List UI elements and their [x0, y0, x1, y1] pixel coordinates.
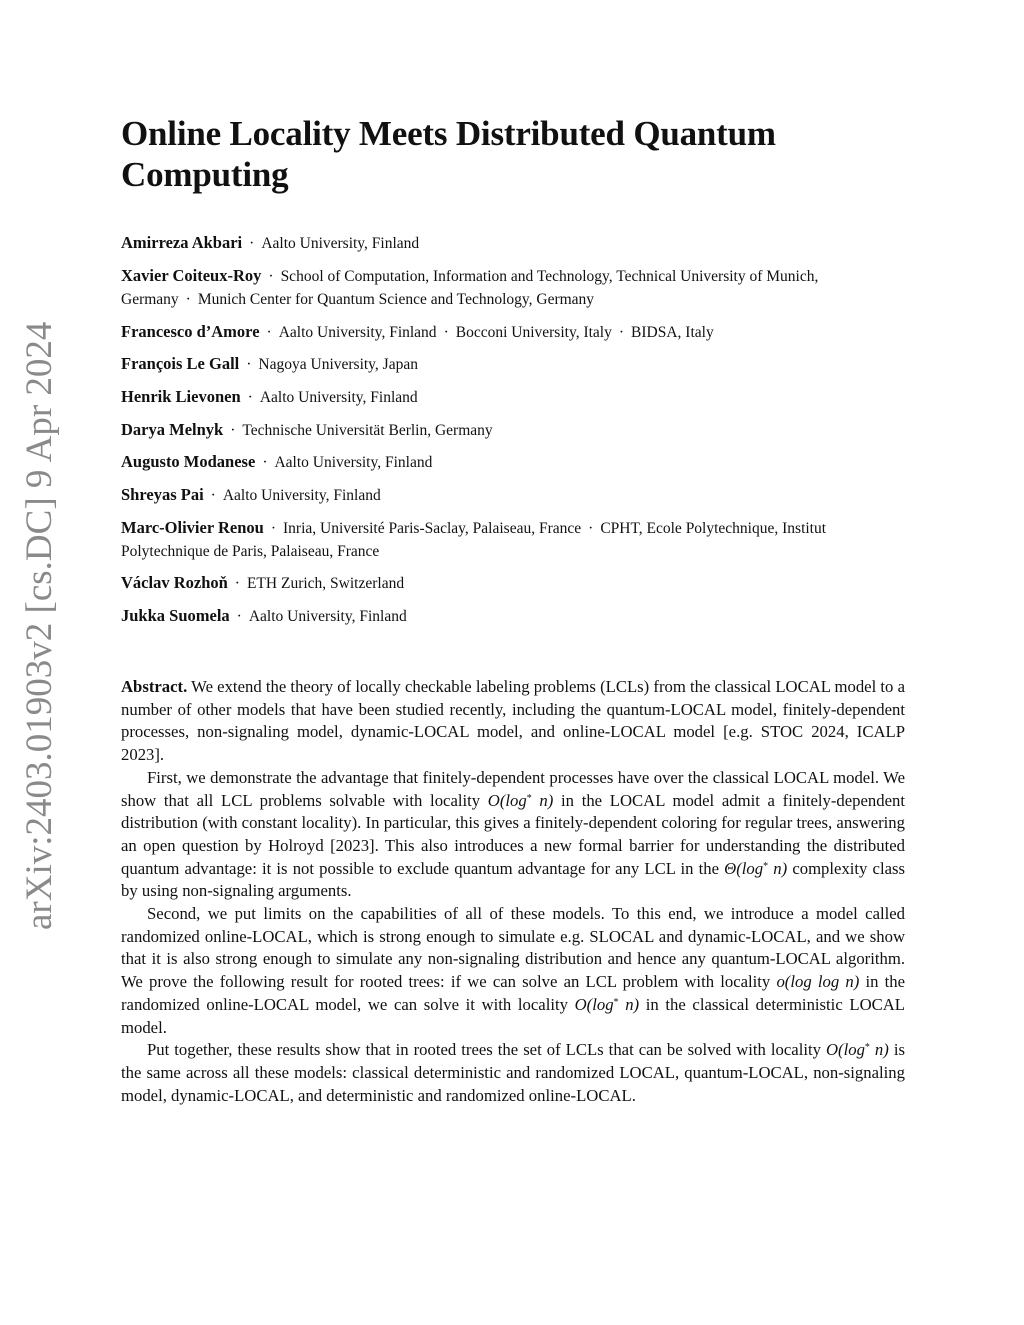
- abstract-text: Put together, these results show that in rooted trees the set of LCLs that can be solved with locality: [147, 1040, 826, 1060]
- math-superscript: *: [526, 792, 532, 804]
- abstract-text: in the LOCAL model admit a finitely-dependent distribution (with constant locality). In particular, this gives a finitely-dependent coloring for regular trees, answering an open question by Holroyd [2023]. This also introduces a new formal barrier for understanding the distributed quantum advantage: it is not possible to exclude quantum advantage for any LCL in the: [121, 790, 905, 878]
- author-affiliation: Aalto University, Finland: [259, 389, 418, 406]
- abstract-paragraph: [121, 767, 905, 903]
- author-name: Shreyas Pai: [121, 485, 204, 504]
- math-superscript: *: [613, 996, 619, 1008]
- abstract: [121, 676, 905, 1107]
- paper-title: Online Locality Meets Distributed Quantum Computing: [121, 114, 776, 194]
- abstract-paragraph: [121, 903, 905, 1039]
- abstract-text: First, we demonstrate the advantage that finitely-dependent processes have over the classical LOCAL model. We show that all LCL problems solvable with locality: [121, 767, 905, 810]
- author-affiliation: CPHT, Ecole Polytechnique, Institut Polytechnique de Paris, Palaiseau, France: [121, 520, 827, 560]
- abstract-label: Abstract.: [121, 677, 188, 696]
- abstract-text: in the randomized online-LOCAL model, we can solve it with locality: [121, 972, 905, 1014]
- author-affiliation: Aalto University, Finland: [222, 487, 381, 504]
- author-affiliation: Aalto University, Finland: [261, 235, 420, 252]
- author-entry: Henrik Lievonen · Aalto University, Finland: [121, 387, 418, 406]
- abstract-paragraph: [121, 676, 905, 767]
- author-affiliation: Technische Universität Berlin, Germany: [242, 422, 493, 439]
- author-name: Xavier Coiteux-Roy: [121, 266, 262, 285]
- author-affiliation: School of Computation, Information and Technology, Technical University of Munich, Germany: [121, 268, 819, 308]
- math-expression: n): [531, 790, 554, 810]
- math-expression: O(log: [825, 1040, 865, 1060]
- author-entry: Václav Rozhoň · ETH Zurich, Switzerland: [121, 573, 405, 592]
- author-affiliation: Inria, Université Paris-Saclay, Palaiseau, France: [283, 520, 582, 537]
- author-entry: Xavier Coiteux-Roy · School of Computation, Information and Technology, Technical University of Munich, Germany · Munich Center for Quantum Science and Technology, Germany: [121, 266, 819, 308]
- math-expression: n): [768, 858, 788, 878]
- math-superscript: *: [763, 860, 769, 872]
- math-expression: n): [869, 1040, 889, 1060]
- author-affiliation: Aalto University, Finland: [278, 324, 437, 341]
- math-expression: O(log: [487, 790, 527, 810]
- math-expression: n): [618, 994, 640, 1014]
- abstract-paragraph: [121, 1039, 905, 1107]
- math-superscript: *: [864, 1042, 870, 1054]
- author-entry: Darya Melnyk · Technische Universität Berlin, Germany: [121, 420, 493, 439]
- author-affiliation: Bocconi University, Italy: [455, 324, 612, 341]
- author-affiliation: BIDSA, Italy: [631, 324, 714, 341]
- author-name: Jukka Suomela: [121, 606, 230, 625]
- author-name: Amirreza Akbari: [121, 233, 243, 252]
- author-affiliation: Munich Center for Quantum Science and Technology, Germany: [197, 291, 595, 308]
- abstract-text: Second, we put limits on the capabilities of all of these models. To this end, we introduce a model called randomized online-LOCAL, which is strong enough to simulate e.g. SLOCAL and dynamic-LOCAL, and we show that it is also strong enough to simulate any non-signaling distribution and hence any quantum-LOCAL algorithm. We prove the following result for rooted trees: if we can solve an LCL problem with locality: [121, 904, 905, 992]
- author-entry: Amirreza Akbari · Aalto University, Finland: [121, 233, 420, 252]
- author-affiliation: ETH Zurich, Switzerland: [246, 575, 405, 592]
- abstract-text: is the same across all these models: classical deterministic and randomized LOCAL, quantum-LOCAL, non-signaling model, dynamic-LOCAL, and deterministic and randomized online-LOCAL.: [121, 1040, 905, 1105]
- author-name: Francesco d’Amore: [121, 322, 260, 341]
- math-expression: Θ(log: [724, 858, 764, 878]
- author-name: François Le Gall: [121, 354, 240, 373]
- math-expression: O(log: [574, 994, 614, 1014]
- author-name: Augusto Modanese: [121, 452, 256, 471]
- author-entry: Francesco d’Amore · Aalto University, Finland · Bocconi University, Italy · BIDSA, Italy: [121, 322, 714, 341]
- author-entry: Shreyas Pai · Aalto University, Finland: [121, 485, 381, 504]
- author-entry: Marc-Olivier Renou · Inria, Université Paris-Saclay, Palaiseau, France · CPHT, Ecole Polytechnique, Institut Polytechnique de Paris, Palaiseau, France: [121, 518, 827, 560]
- abstract-text: in the classical deterministic LOCAL model.: [121, 994, 905, 1037]
- author-name: Henrik Lievonen: [121, 387, 241, 406]
- author-name: Darya Melnyk: [121, 420, 224, 439]
- author-affiliation: Aalto University, Finland: [274, 454, 433, 471]
- arxiv-identifier-stamp: arXiv:2403.01903v2 [cs.DC] 9 Apr 2024: [19, 321, 60, 930]
- math-expression: o(log log n): [776, 972, 860, 992]
- author-entry: François Le Gall · Nagoya University, Japan: [121, 354, 418, 373]
- author-name: Václav Rozhoň: [121, 573, 228, 592]
- abstract-text: complexity class by using non-signaling arguments.: [121, 858, 905, 901]
- author-entry: Jukka Suomela · Aalto University, Finland: [121, 606, 407, 625]
- author-entry: Augusto Modanese · Aalto University, Finland: [121, 452, 433, 471]
- abstract-text: We extend the theory of locally checkable labeling problems (LCLs) from the classical LOCAL model to a number of other models that have been studied recently, including the quantum-LOCAL model, finitely-dependent processes, non-signaling model, dynamic-LOCAL model, and online-LOCAL model [e.g. STOC 2024, ICALP 2023].: [121, 677, 905, 765]
- author-name: Marc-Olivier Renou: [121, 518, 264, 537]
- author-affiliation: Aalto University, Finland: [248, 608, 407, 625]
- author-affiliation: Nagoya University, Japan: [258, 356, 418, 373]
